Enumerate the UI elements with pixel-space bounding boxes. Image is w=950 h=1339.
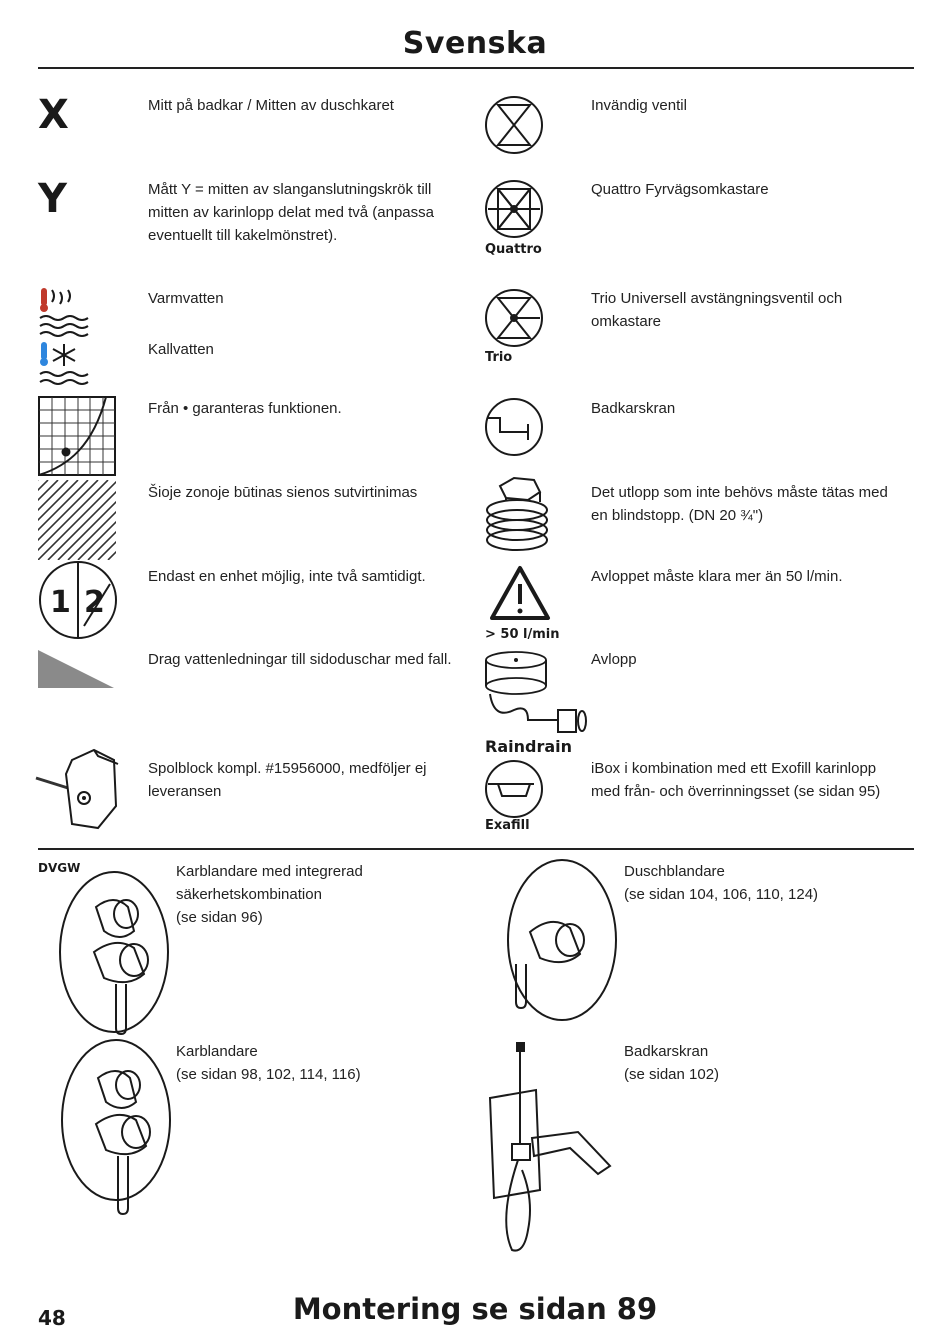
flush-block-icon [36,746,118,834]
product-3-line-2: (se sidan 98, 102, 114, 116) [176,1066,361,1083]
exafill-description: iBox i kombination med ett Exofill karinlopp med från- och överrinningsset (se sidan 95) [591,760,881,800]
slope-description: Drag vattenledningar till sidoduschar med fall. [148,651,452,668]
quattro-diverter-icon [484,178,546,240]
blind-plug-icon [484,476,550,554]
x-symbol: X [38,92,69,138]
y-symbol: Y [38,176,67,222]
page-title: Svenska [402,26,548,61]
exafill-icon [484,758,546,820]
blind-plug-description: Det utlopp som inte behövs måste tätas med en blindstopp. (DN 20 ¾") [591,484,888,524]
y-description: Mått Y = mitten av slanganslutningskrök till mitten av karinlopp delat med två (anpassa eventuellt till kakelmönstret). [148,181,434,244]
wall-reinforcement-description: Šioje zonoje būtinas sienos sutvirtinimas [148,484,418,501]
hot-water-label: Varmvatten [148,290,224,307]
shower-mixer-image [482,860,612,1022]
quattro-icon-label: Quattro [485,242,542,257]
product-3-line-1: Karblandare [176,1043,258,1060]
internal-valve-label: Invändig ventil [591,97,687,114]
raindrain-icon [484,650,590,740]
trio-icon-label: Trio [485,350,513,365]
function-graph-icon [38,396,116,476]
footer-title: Montering se sidan 89 [292,1292,658,1326]
cold-water-label: Kallvatten [148,341,214,358]
warning-icon [488,564,552,624]
product-4-line-2: (se sidan 102) [624,1066,720,1083]
svg-text:2: 2 [84,585,105,620]
function-description: Från • garanteras funktionen. [148,400,342,417]
product-2-line-1: Duschblandare [624,863,725,880]
one-unit-description: Endast en enhet möjlig, inte två samtidigt. [148,568,426,585]
trio-description: Trio Universell avstängningsventil och omkastare [591,290,843,330]
raindrain-icon-label: Raindrain [485,737,573,756]
product-1-line-2: säkerhetskombination [176,886,322,903]
exafill-icon-label: Exafill [485,818,530,833]
product-1-line-3: (se sidan 96) [176,909,263,926]
product-1-line-1: Karblandare med integrerad [176,863,363,880]
svg-text:1: 1 [50,585,71,620]
x-description: Mitt på badkar / Mitten av duschkaret [148,97,394,114]
product-4-line-1: Badkarskran [624,1043,709,1060]
flow-rate-icon-label: > 50 l/min [485,627,560,642]
header-divider [38,67,914,69]
bath-spout-set-image [478,1040,618,1255]
thermostat-mixer-image [36,872,166,1034]
section-divider [38,848,914,850]
drain-label: Avlopp [591,651,637,668]
hot-water-icon [38,286,88,340]
quattro-description: Quattro Fyrvägsomkastare [591,181,769,198]
flush-block-description: Spolblock kompl. #15956000, medföljer ej leveransen [148,760,427,800]
wall-reinforcement-icon [38,480,116,560]
slope-icon [38,650,116,690]
bath-mixer-image [36,1040,166,1215]
one-unit-icon [38,560,118,640]
trio-valve-icon [484,287,546,349]
internal-valve-icon [484,94,546,156]
product-2-line-2: (se sidan 104, 106, 110, 124) [624,886,819,903]
bath-spout-label: Badkarskran [591,400,676,417]
bath-spout-icon [484,396,546,458]
cold-water-icon [38,340,88,390]
page-number: 48 [38,1306,66,1330]
drain-capacity-description: Avloppet måste klara mer än 50 l/min. [591,568,843,585]
dvgw-badge: DVGW [38,861,81,875]
